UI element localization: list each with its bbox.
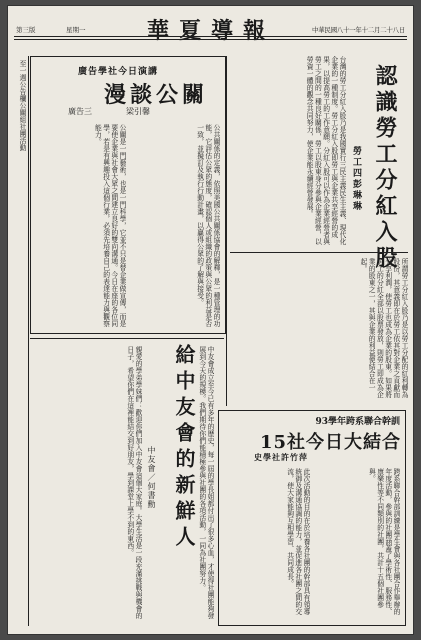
lecture-title: 漫談公關 [104,82,209,108]
lecture-recorder: 梁引馨 [126,107,150,116]
youth-letter-body-col1: 親愛的學弟學妹們：歡迎你們加入中友會這個大家庭。大學生活是一段充滿挑戰與機會的日子，希望你們在這裡能結交到好朋友，學到課堂上學不到的東西。 [125,346,142,619]
lecture-body-col2: 公關是一門藝術，也是一門科學，它並不只是替企業做宣傳，而是要使企業與社會大眾之間建立良好的雙向溝通。今日在座的各位同學，若是有興趣投入這個行業，必須先培養自己的表達能力與觀察能力。 [93,124,126,327]
labor-body-col2: 所謂勞工分紅入股乃是以勞工分配的紅利轉為股份，其意義即在於勞工依其對企業之貢獻而分享利潤，使勞工也成為企業的股東。如果將勞工的分紅全部以股票發放，則勞工即成為企業的股東之一，其與企業的利益便結合在一起。 [358,258,408,398]
labor-article-author: 勞工四彭琳琳 [351,146,361,212]
labor-body-col1: 台灣的勞工分紅入股乃是我國實行三民主義民生主義、現代化企業的一種制度。勞工分紅入股即勞工與企業共享經營的成果，以提高勞工的工作意願。分紅入股可以作為企業經營者與勞工之間的一種良好關係，勞工以股東身分參與企業經營，以勞資一體的觀念共同努力，使企業能永續經營發展。 [305,56,346,245]
issue-label: 星期一 [66,26,86,34]
column-divider [226,56,227,406]
column-divider [230,252,408,253]
youth-letter-author: 中友會／何書勳 [147,446,156,509]
left-sidebar-strip [8,56,29,626]
section-divider [30,338,224,339]
feature-body-col1: 跨系聯合幹部訓練是學生會與各社團合作舉辦的年度活動，參與的社團涵蓋了學術性、服務性、康樂性等不同類別的社團，共計十五個社團參與。 [367,468,400,615]
date-line: 中華民國八十一年十二月二十八日 [311,26,405,34]
lecture-speaker: 廣告三 [68,107,92,116]
lecture-series-heading: 廣告學社今日演講 [78,67,159,77]
feature-subtitle: 史學社許竹萍 [254,452,308,462]
header-rule [14,36,407,37]
feature-title: 15社今日大結合 [260,432,402,453]
newspaper-page [8,6,413,634]
youth-letter-title: 給中友會的新鮮人 [172,344,196,552]
feature-top-line: 93學年跨系聯合幹訓 [315,417,400,427]
header-rule-double [14,39,407,40]
feature-body-col2: 此次活動的目的在於培養各社團的幹部具有領導統御及溝通協調的能力，並促進各社團之間的交流，使大家能夠互相學習、共同成長。 [285,468,310,615]
page-label: 第三版 [16,26,36,34]
masthead-title: 華夏導報 [146,18,275,44]
lecture-body-col1: 公共關係的定義，依照美國公共關係協會的解釋，是一種管理的功能，它評估公眾的態度，確認個人或組織的政策與公眾的利益是否一致，並擬訂及執行行動計畫，以贏得公眾的了解與接受。 [195,124,220,327]
left-strip-text: 至一週公告欄公關組社團活動 [18,60,26,151]
youth-letter-body-col2: 中友會成立至今已有多年的歷史，每一屆的學長姐都付出了很多心血，才使得社團能夠發展到今天的規模。我們期待你們能積極參與社團的各項活動，一同為社團努力。 [197,346,214,619]
labor-article-title: 認識勞工分紅入股 [372,64,398,272]
